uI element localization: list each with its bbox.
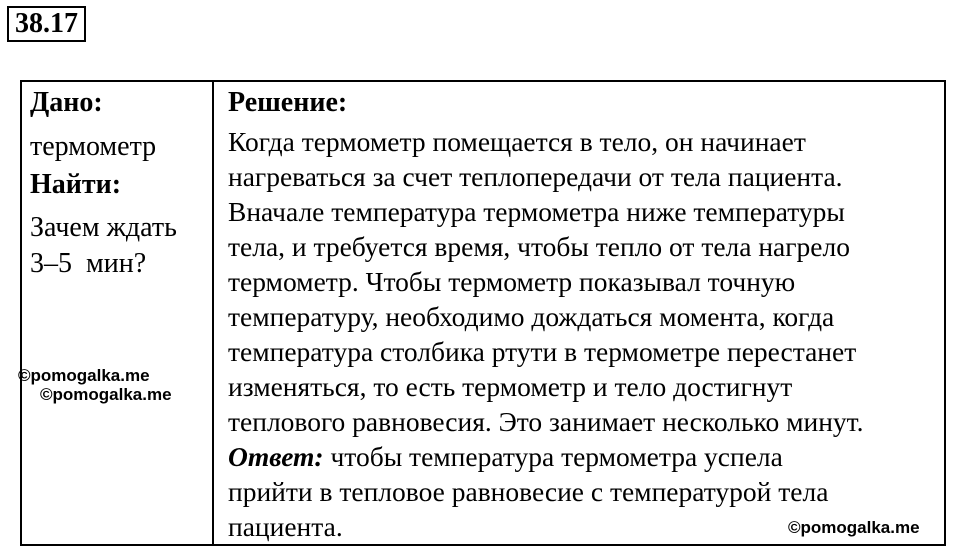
watermark: ©pomogalka.me [18, 366, 150, 385]
solution-text [228, 124, 940, 544]
solution-line: температура столбика ртути в термометре перестанет [228, 336, 857, 367]
answer-line: пациента. [228, 511, 343, 542]
solution-line: тела, и требуется время, чтобы тепло от тела нагрело [228, 231, 850, 262]
answer-label: Ответ: [228, 441, 324, 472]
solution-line: Вначале температура термометра ниже температуры [228, 196, 845, 227]
solution-table [20, 80, 946, 546]
answer-line [228, 439, 940, 474]
answer-text: чтобы температура термометра успела [323, 441, 783, 472]
given-value: термометр [30, 131, 157, 162]
solution-line: теплового равновесия. Это занимает несколько минут. [228, 406, 864, 437]
solution-line: Когда термометр помещается в тело, он начинает [228, 126, 806, 157]
find-question-line-2: 3–5 мин? [30, 248, 147, 279]
find-heading: Найти: [30, 169, 122, 200]
solution-line: температуру, необходимо дождаться момента, когда [228, 301, 835, 332]
answer-line: прийти в тепловое равновесие с температурой тела [228, 476, 829, 507]
given-heading: Дано: [30, 87, 103, 118]
solution-line: нагреваться за счет теплопередачи от тела пациента. [228, 161, 843, 192]
find-question-line-1: Зачем ждать [30, 212, 177, 243]
watermark: ©pomogalka.me [40, 385, 172, 404]
problem-number: 38.17 [7, 6, 86, 42]
column-divider [212, 82, 214, 544]
solution-line: изменяться, то есть термометр и тело достигнут [228, 371, 793, 402]
solution-line: термометр. Чтобы термометр показывал точную [228, 266, 796, 297]
solution-column [228, 82, 940, 544]
solution-heading: Решение: [228, 87, 348, 118]
given-column [30, 82, 208, 282]
watermark: ©pomogalka.me [788, 518, 920, 537]
